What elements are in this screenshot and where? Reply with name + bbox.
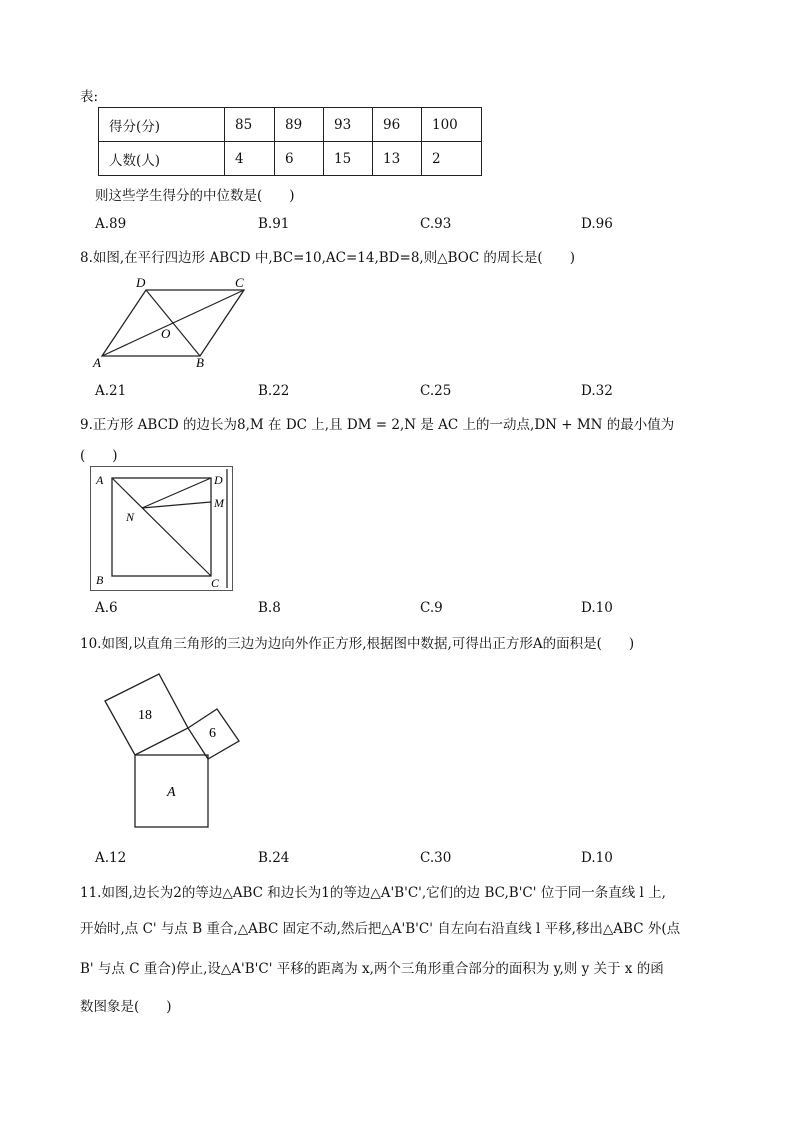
table-cell: 13 [373,142,422,176]
q8-option-a[interactable]: A.21 [95,383,127,399]
q7-option-b[interactable]: B.91 [258,216,290,232]
q9-option-a[interactable]: A.6 [95,600,118,616]
label-m: M [214,496,224,510]
table-cell: 2 [422,142,482,176]
label-a: A [93,355,101,370]
q11-line4: 数图象是( ) [80,999,172,1015]
label-b: B [196,355,204,370]
table-cell: 85 [225,108,275,142]
label-o: O [161,326,171,341]
q10-question: 10.如图,以直角三角形的三边为边向外作正方形,根据图中数据,可得出正方形A的面积是( ) [80,636,635,652]
table-cell: 89 [275,108,324,142]
table-cell: 96 [373,108,422,142]
table-cell: 100 [422,108,482,142]
q9-option-c[interactable]: C.9 [420,600,443,616]
label-n: N [126,510,135,524]
table-cell: 6 [275,142,324,176]
label-18: 18 [138,708,152,723]
diagonal-ac [112,478,211,576]
table-cell: 15 [324,142,373,176]
label-6: 6 [209,726,216,741]
q11-line3: B' 与点 C 重合)停止,设△A'B'C' 平移的距离为 x,两个三角形重合部分的面积为 y,则 y 关于 x 的函 [80,961,664,977]
table-cell: 4 [225,142,275,176]
q7-option-a[interactable]: A.89 [95,216,127,232]
q8-question: 8.如图,在平行四边形 ABCD 中,BC=10,AC=14,BD=8,则△BOC 的周长是( ) [80,250,575,266]
q10-option-d[interactable]: D.10 [581,850,613,866]
q7-option-d[interactable]: D.96 [581,216,613,232]
q9-question-line1: 9.正方形 ABCD 的边长为8,M 在 DC 上,且 DM = 2,N 是 AC 上的一动点,DN + MN 的最小值为 [80,417,675,433]
q9-question-line2: ( ) [80,448,118,464]
table-cell: 得分(分) [99,108,225,142]
q10-option-c[interactable]: C.30 [420,850,452,866]
q8-parallelogram-figure [90,272,260,370]
diagonal-bd [146,290,200,356]
q7-option-c[interactable]: C.93 [420,216,452,232]
score-table [98,107,482,176]
label-a: A [167,785,176,800]
label-b: B [96,573,104,587]
q8-option-c[interactable]: C.25 [420,383,452,399]
q9-square-figure [90,466,235,592]
q10-option-b[interactable]: B.24 [258,850,290,866]
q7-question: 则这些学生得分的中位数是( ) [95,188,295,204]
table-cell: 93 [324,108,373,142]
q10-squares-figure [96,664,246,830]
q8-option-b[interactable]: B.22 [258,383,290,399]
q8-option-d[interactable]: D.32 [581,383,613,399]
table-row [99,142,482,176]
label-c: C [211,576,220,590]
q11-line1: 11.如图,边长为2的等边△ABC 和边长为1的等边△A'B'C',它们的边 BC,B'C' 位于同一条直线 l 上, [80,885,666,901]
table-intro-label: 表: [80,89,99,105]
q9-option-d[interactable]: D.10 [581,600,613,616]
table-row [99,108,482,142]
label-d: D [214,473,223,487]
label-d: D [136,275,146,290]
table-cell: 人数(人) [99,142,225,176]
q11-line2: 开始时,点 C' 与点 B 重合,△ABC 固定不动,然后把△A'B'C' 自左向右沿直线 l 平移,移出△ABC 外(点 [80,921,681,937]
label-c: C [235,275,244,290]
label-a: A [96,473,104,487]
q10-option-a[interactable]: A.12 [95,850,127,866]
q9-option-b[interactable]: B.8 [258,600,281,616]
